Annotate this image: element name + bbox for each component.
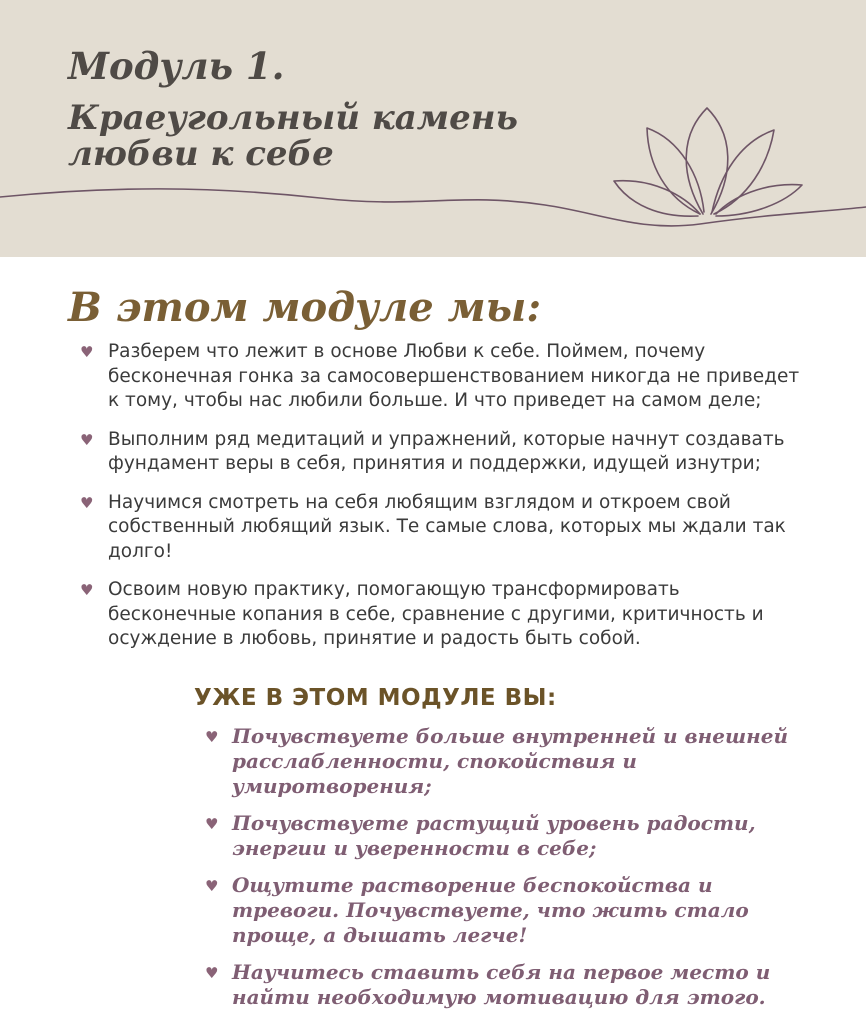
benefit-item (205, 724, 825, 799)
subtitle-line-2: любви к себе (68, 134, 334, 174)
lotus-center-petal (686, 108, 728, 214)
benefits-title: УЖЕ В ЭТОМ МОДУЛЕ ВЫ: (194, 685, 557, 711)
benefits-list (205, 724, 825, 1022)
section-title: В этом модуле мы: (68, 284, 542, 331)
benefit-item (205, 960, 825, 1010)
heart-icon: ♥ (205, 728, 219, 746)
list-item-text: Научимся смотреть на себя любящим взглядом и откроем свой собственный любящий язык. Те самые слова, которых мы ждали так долго! (108, 491, 786, 562)
lotus-right-outer-petal (716, 185, 802, 216)
benefit-text: Почувствуете больше внутренней и внешней расслабленности, спокойствия и умиротворения; (232, 724, 788, 798)
lotus-left-outer-petal (614, 181, 700, 217)
lotus-right-inner-petal (712, 130, 774, 214)
module-title: Модуль 1. (68, 44, 285, 88)
header-banner (0, 0, 866, 257)
list-item (80, 578, 800, 652)
list-item (80, 491, 800, 565)
lotus-icon (0, 0, 866, 257)
list-item (80, 340, 800, 414)
list-item-text: Освоим новую практику, помогающую трансформировать бесконечные копания в себе, сравнение с другими, критичность и осуждение в любовь, принятие и радость быть собой. (108, 579, 764, 649)
wave-line (0, 189, 866, 226)
benefit-text: Ощутите растворение беспокойства и тревоги. Почувствуете, что жить стало проще, а дышать легче! (232, 873, 749, 947)
heart-icon: ♥ (80, 493, 94, 512)
benefit-text: Научитесь ставить себя на первое место и найти необходимую мотивацию для этого. (232, 960, 771, 1009)
heart-icon: ♥ (205, 877, 219, 895)
heart-icon: ♥ (205, 815, 219, 833)
subtitle-line-1: Краеугольный камень (68, 98, 518, 138)
module-contents-list (80, 340, 800, 666)
list-item-text: Выполним ряд медитаций и упражнений, которые начнут создавать фундамент веры в себя, принятия и поддержки, идущей изнутри; (108, 428, 785, 474)
heart-icon: ♥ (80, 343, 94, 361)
list-item-text: Разберем что лежит в основе Любви к себе. Поймем, почему бесконечная гонка за самосовершенствованием никогда не приведет к тому, чтобы нас любили больше. И что приведет на самом деле; (108, 341, 800, 411)
benefit-item (205, 811, 825, 861)
list-item (80, 428, 800, 477)
heart-icon: ♥ (205, 964, 219, 982)
heart-icon: ♥ (80, 581, 94, 599)
benefit-text: Почувствуете растущий уровень радости, энергии и уверенности в себе; (232, 811, 756, 860)
heart-icon: ♥ (80, 430, 94, 449)
benefit-item (205, 873, 825, 948)
